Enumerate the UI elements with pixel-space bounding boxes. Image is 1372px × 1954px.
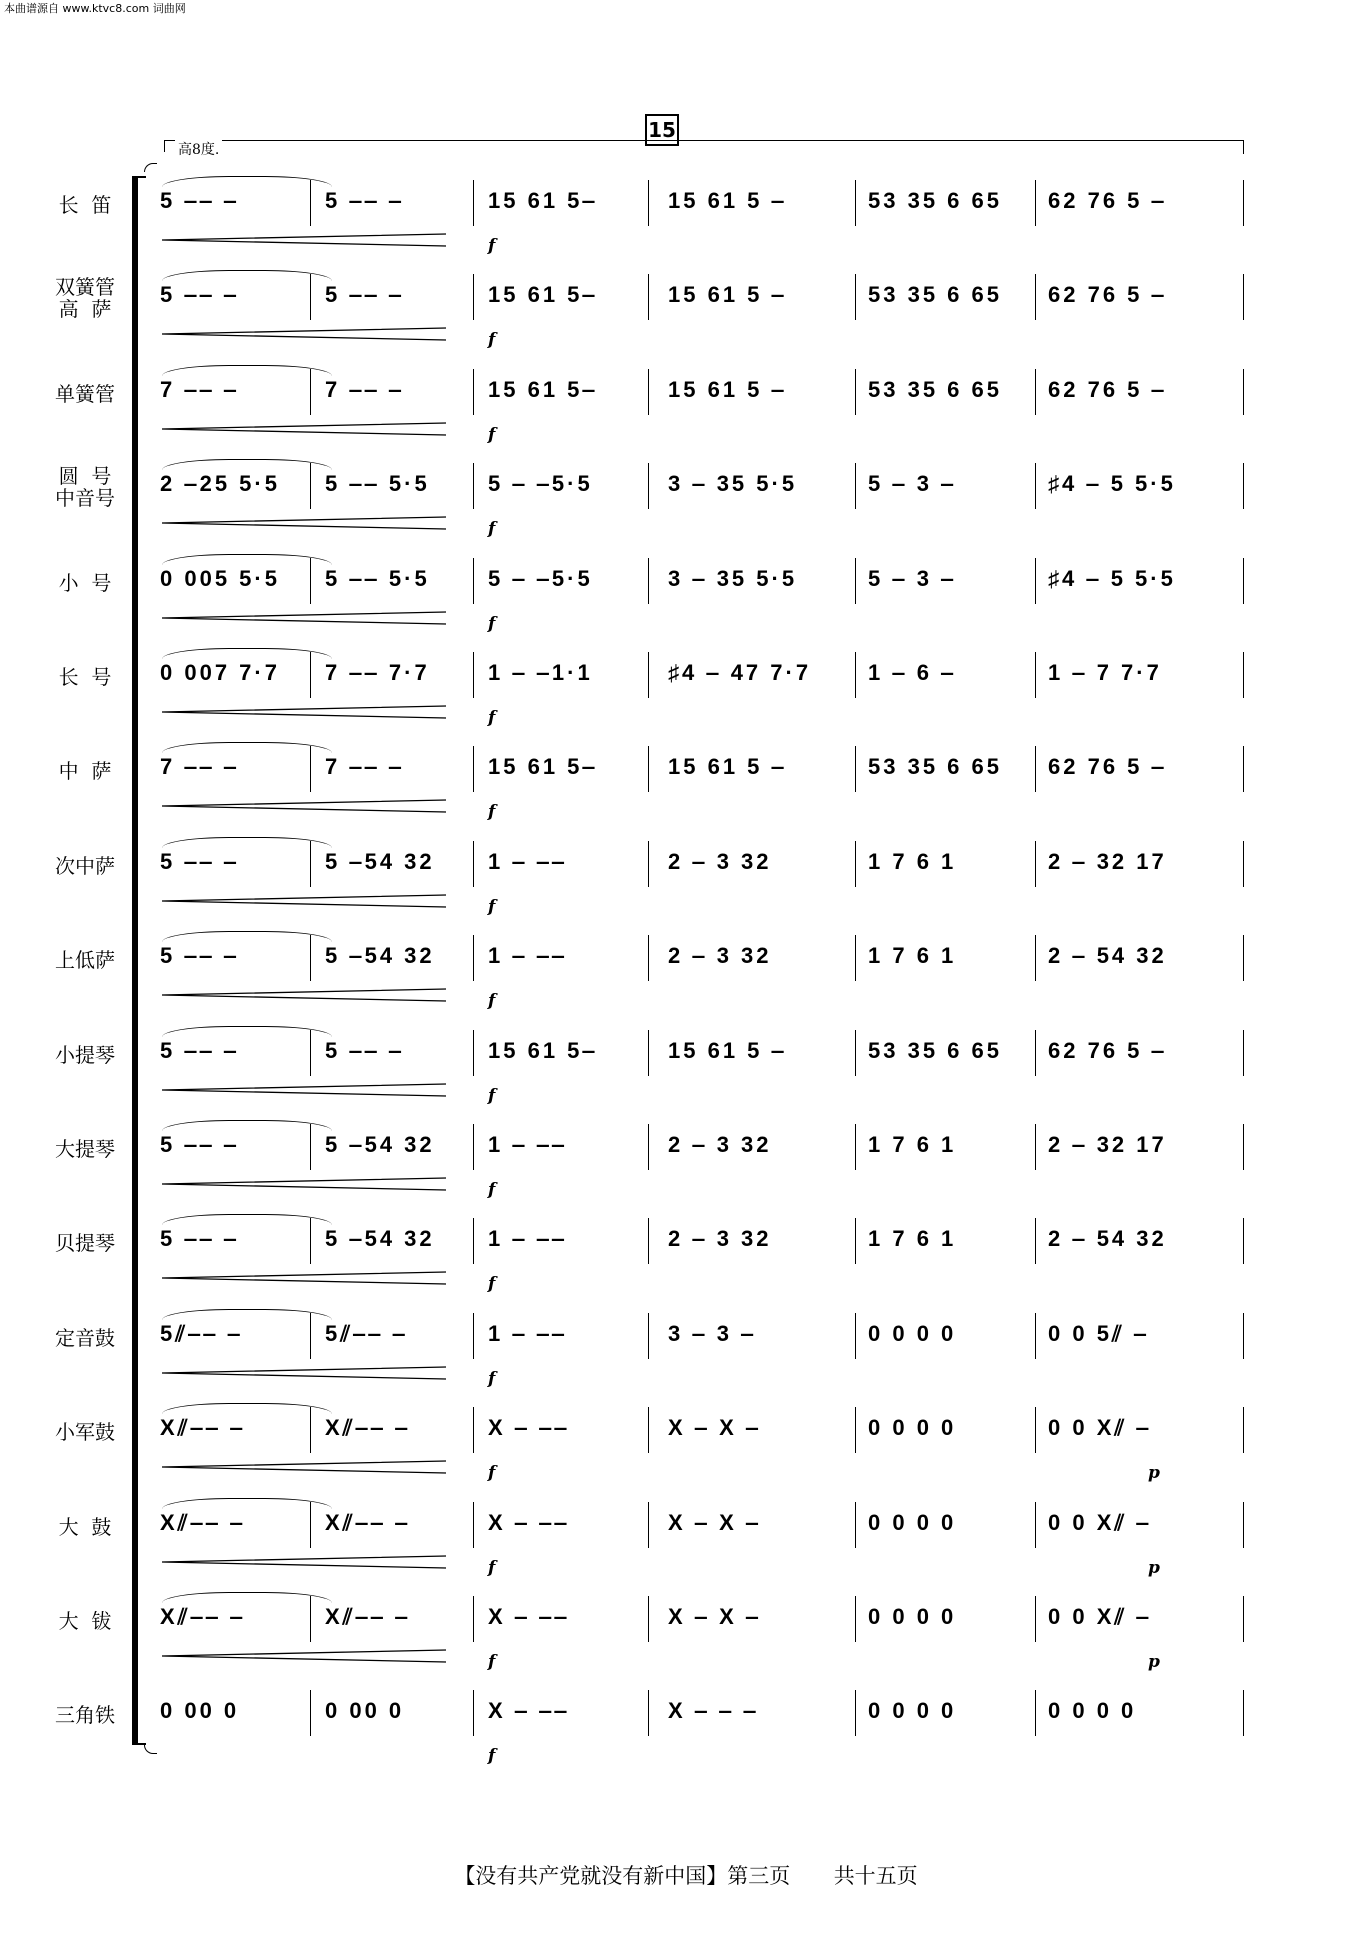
measure: 15 61 5 ‒ bbox=[668, 376, 787, 402]
measure: 5 ‒‒ ‒ bbox=[160, 188, 240, 213]
barline bbox=[1035, 180, 1036, 226]
staff-row bbox=[0, 1020, 1372, 1106]
measure: 62 76 5 ‒ bbox=[1048, 754, 1167, 780]
dynamic-marking: f bbox=[488, 708, 496, 728]
barline bbox=[648, 180, 649, 226]
measure: 5⫽‒‒ ‒ bbox=[325, 1320, 408, 1346]
barline bbox=[1243, 558, 1244, 604]
dynamic-marking: f bbox=[488, 1557, 496, 1578]
barline bbox=[1035, 558, 1036, 604]
measure: 0 0 X⫽ ‒ bbox=[1048, 1509, 1152, 1535]
barline bbox=[1243, 935, 1244, 981]
barline bbox=[855, 180, 856, 226]
barline bbox=[1035, 1407, 1036, 1453]
barline bbox=[473, 180, 474, 226]
barline bbox=[648, 652, 649, 698]
measure: 7 ‒‒ ‒ bbox=[325, 754, 405, 780]
measure: 62 76 5 ‒ bbox=[1048, 188, 1167, 213]
barline bbox=[648, 935, 649, 981]
measure: 15 61 5 ‒ bbox=[668, 188, 787, 213]
instrument-name: 圆 号 中音号 bbox=[55, 464, 115, 511]
measure: 5 ‒‒ ‒ bbox=[160, 1037, 240, 1063]
slur bbox=[162, 1026, 332, 1037]
barline bbox=[648, 1690, 649, 1736]
page-footer bbox=[0, 1860, 1372, 1890]
measure: 15 61 5 ‒ bbox=[668, 282, 787, 308]
crescendo-hairpin bbox=[160, 326, 450, 342]
measure: X⫽‒‒ ‒ bbox=[160, 1509, 246, 1535]
barline bbox=[1035, 1313, 1036, 1359]
crescendo-hairpin bbox=[160, 1176, 450, 1192]
barline bbox=[1035, 1218, 1036, 1264]
measure: 3 ‒ 35 5·5 bbox=[668, 471, 798, 497]
barline bbox=[648, 274, 649, 320]
slur bbox=[162, 1120, 332, 1131]
measure: 5 ‒‒ 5·5 bbox=[325, 565, 430, 591]
measure: X⫽‒‒ ‒ bbox=[325, 1509, 411, 1535]
barline bbox=[310, 935, 311, 981]
measure: X ‒ X ‒ bbox=[668, 1415, 762, 1441]
barline bbox=[855, 1218, 856, 1264]
barline bbox=[855, 841, 856, 887]
barline bbox=[1243, 1313, 1244, 1359]
measure: 2 ‒ 3 32 bbox=[668, 943, 772, 969]
barline bbox=[310, 463, 311, 509]
staff-row bbox=[0, 736, 1372, 823]
barline bbox=[310, 841, 311, 887]
measure: 5 ‒ 3 ‒ bbox=[868, 471, 957, 497]
measure: 53 35 6 65 bbox=[868, 188, 1002, 213]
measure: 7 ‒‒ ‒ bbox=[325, 376, 405, 402]
barline bbox=[1035, 652, 1036, 698]
measure: 3 ‒ 3 ‒ bbox=[668, 1320, 757, 1346]
barline bbox=[648, 463, 649, 509]
barline bbox=[310, 1030, 311, 1076]
measure: 5⫽‒‒ ‒ bbox=[160, 1320, 243, 1346]
measure: 2 ‒ 32 17 bbox=[1048, 1132, 1167, 1157]
measure: 5 ‒54 32 bbox=[325, 1226, 435, 1252]
barline bbox=[648, 1502, 649, 1548]
measure: 1 ‒ ‒‒ bbox=[488, 1132, 568, 1157]
measure: 5 ‒‒ 5·5 bbox=[325, 471, 430, 497]
barline bbox=[648, 1124, 649, 1170]
footer-page-count: 共十五页 bbox=[833, 1864, 918, 1888]
barline bbox=[855, 463, 856, 509]
staff-row bbox=[0, 925, 1372, 1012]
dynamic-marking: f bbox=[488, 991, 496, 1012]
barline bbox=[1243, 1596, 1244, 1642]
end-dynamic-marking: p bbox=[1148, 1463, 1160, 1484]
rehearsal-mark: 15 bbox=[645, 114, 679, 146]
measure: 5 ‒ ‒5·5 bbox=[488, 471, 593, 497]
dynamic-marking: f bbox=[488, 896, 496, 917]
measure: 2 ‒25 5·5 bbox=[160, 471, 280, 497]
instrument-name: 上低萨 bbox=[55, 948, 115, 973]
measure: 0 007 7·7 bbox=[160, 660, 280, 685]
barline bbox=[648, 841, 649, 887]
barline bbox=[855, 1313, 856, 1359]
slur bbox=[162, 742, 332, 753]
instrument-name: 大提琴 bbox=[55, 1137, 115, 1161]
instrument-name: 大 钹 bbox=[58, 1609, 112, 1633]
barline bbox=[1035, 746, 1036, 792]
staff-row bbox=[0, 1208, 1372, 1295]
measure: 5 ‒‒ ‒ bbox=[160, 1132, 240, 1157]
barline bbox=[648, 1218, 649, 1264]
measure: 5 ‒54 32 bbox=[325, 943, 435, 969]
instrument-name: 小 号 bbox=[58, 570, 112, 595]
measure: 0 0 0 0 bbox=[1048, 1698, 1137, 1724]
measure: 5 ‒ 3 ‒ bbox=[868, 565, 957, 591]
measure: 7 ‒‒ 7·7 bbox=[325, 660, 430, 685]
barline bbox=[473, 463, 474, 509]
barline bbox=[473, 1124, 474, 1170]
measure: X⫽‒‒ ‒ bbox=[160, 1604, 246, 1629]
measure: 0 0 0 0 bbox=[868, 1604, 957, 1629]
measure: 2 ‒ 32 17 bbox=[1048, 848, 1167, 874]
barline bbox=[1243, 180, 1244, 226]
footer-title: 【没有共产党就没有新中国】第三页 bbox=[454, 1864, 791, 1888]
staff-row bbox=[0, 1492, 1372, 1578]
measure: 1 ‒ ‒1·1 bbox=[488, 660, 593, 685]
barline bbox=[310, 1313, 311, 1359]
barline bbox=[1035, 841, 1036, 887]
measure: 1 ‒ 7 7·7 bbox=[1048, 660, 1162, 685]
staff-row bbox=[0, 642, 1372, 728]
barline bbox=[855, 652, 856, 698]
barline bbox=[1243, 1218, 1244, 1264]
dynamic-marking: f bbox=[488, 424, 496, 445]
measure: 5 ‒‒ ‒ bbox=[325, 282, 405, 308]
barline bbox=[310, 1502, 311, 1548]
barline bbox=[1035, 274, 1036, 320]
instrument-name: 双簧管 高 萨 bbox=[55, 275, 115, 322]
measure: 15 61 5 ‒ bbox=[668, 754, 787, 780]
measure: 5 ‒54 32 bbox=[325, 1132, 435, 1157]
crescendo-hairpin bbox=[160, 1365, 450, 1381]
barline bbox=[473, 1313, 474, 1359]
barline bbox=[473, 1502, 474, 1548]
measure: 5 ‒54 32 bbox=[325, 848, 435, 874]
instrument-name: 小军鼓 bbox=[55, 1420, 115, 1445]
dynamic-marking: f bbox=[488, 1746, 496, 1767]
barline bbox=[310, 274, 311, 320]
barline bbox=[1035, 1030, 1036, 1076]
barline bbox=[1035, 1502, 1036, 1548]
barline bbox=[473, 274, 474, 320]
measure: 5 ‒‒ ‒ bbox=[160, 282, 240, 308]
barline bbox=[648, 1407, 649, 1453]
barline bbox=[648, 558, 649, 604]
barline bbox=[1035, 369, 1036, 415]
dynamic-marking: f bbox=[488, 1274, 496, 1295]
staff-row bbox=[0, 1303, 1372, 1389]
barline bbox=[1243, 1407, 1244, 1453]
staff-row bbox=[0, 1114, 1372, 1200]
slur bbox=[162, 554, 332, 565]
barline bbox=[1243, 1502, 1244, 1548]
instrument-name: 贝提琴 bbox=[55, 1231, 115, 1256]
crescendo-hairpin bbox=[160, 1554, 450, 1570]
staff-row bbox=[0, 1397, 1372, 1484]
octave-marking: 高8度. bbox=[175, 139, 222, 159]
measure: 1 7 6 1 bbox=[868, 848, 957, 874]
slur bbox=[162, 270, 332, 281]
staff-row bbox=[0, 1586, 1372, 1672]
instrument-name: 大 鼓 bbox=[58, 1514, 112, 1539]
barline bbox=[473, 1690, 474, 1736]
measure: X ‒ ‒ ‒ bbox=[668, 1698, 759, 1724]
measure: 0 0 0 0 bbox=[868, 1320, 957, 1346]
slur bbox=[162, 1498, 332, 1509]
barline bbox=[1035, 463, 1036, 509]
dynamic-marking: f bbox=[488, 236, 496, 256]
barline bbox=[310, 1124, 311, 1170]
barline bbox=[855, 274, 856, 320]
measure: 5 ‒‒ ‒ bbox=[160, 943, 240, 969]
crescendo-hairpin bbox=[160, 610, 450, 626]
barline bbox=[855, 558, 856, 604]
instrument-name: 次中萨 bbox=[55, 853, 115, 878]
staff-row bbox=[0, 548, 1372, 634]
barline bbox=[648, 369, 649, 415]
barline bbox=[310, 1596, 311, 1642]
measure: 53 35 6 65 bbox=[868, 282, 1002, 308]
measure: 62 76 5 ‒ bbox=[1048, 282, 1167, 308]
barline bbox=[1035, 1690, 1036, 1736]
measure: X⫽‒‒ ‒ bbox=[325, 1604, 411, 1629]
octave-line-start bbox=[164, 140, 165, 152]
barline bbox=[648, 746, 649, 792]
barline bbox=[855, 369, 856, 415]
barline bbox=[473, 1596, 474, 1642]
barline bbox=[1243, 746, 1244, 792]
measure: 2 ‒ 54 32 bbox=[1048, 1226, 1167, 1252]
slur bbox=[162, 459, 332, 470]
barline bbox=[310, 369, 311, 415]
barline bbox=[310, 652, 311, 698]
barline bbox=[473, 841, 474, 887]
slur bbox=[162, 837, 332, 848]
measure: 1 7 6 1 bbox=[868, 943, 957, 969]
measure: 2 ‒ 3 32 bbox=[668, 1226, 772, 1252]
instrument-name: 长 笛 bbox=[58, 193, 112, 217]
crescendo-hairpin bbox=[160, 232, 450, 248]
barline bbox=[1035, 935, 1036, 981]
measure: 0 0 X⫽ ‒ bbox=[1048, 1604, 1152, 1629]
measure: X⫽‒‒ ‒ bbox=[160, 1415, 246, 1441]
measure: 7 ‒‒ ‒ bbox=[160, 376, 240, 402]
measure: X⫽‒‒ ‒ bbox=[325, 1415, 411, 1441]
staff-row bbox=[0, 264, 1372, 351]
slur bbox=[162, 648, 332, 659]
barline bbox=[855, 935, 856, 981]
barline bbox=[310, 1407, 311, 1453]
slur bbox=[162, 1403, 332, 1414]
measure: 0 0 0 0 bbox=[868, 1509, 957, 1535]
dynamic-marking: f bbox=[488, 613, 496, 634]
measure: 1 7 6 1 bbox=[868, 1132, 957, 1157]
barline bbox=[1035, 1596, 1036, 1642]
staff-row bbox=[0, 453, 1372, 540]
slur bbox=[162, 1592, 332, 1603]
staff-row bbox=[0, 831, 1372, 917]
measure: ♯4 ‒ 5 5·5 bbox=[1048, 565, 1176, 591]
barline bbox=[310, 1218, 311, 1264]
measure: 1 ‒ 6 ‒ bbox=[868, 660, 957, 685]
barline bbox=[855, 1502, 856, 1548]
barline bbox=[1243, 1030, 1244, 1076]
measure: 1 ‒ ‒‒ bbox=[488, 848, 568, 874]
slur bbox=[162, 1214, 332, 1225]
measure: 5 ‒‒ ‒ bbox=[160, 1226, 240, 1252]
source-watermark: 本曲谱源自 www.ktvc8.com 词曲网 bbox=[4, 2, 186, 15]
measure: X ‒ ‒‒ bbox=[488, 1509, 570, 1535]
measure: 1 ‒ ‒‒ bbox=[488, 1226, 568, 1252]
crescendo-hairpin bbox=[160, 987, 450, 1003]
instrument-name: 长 号 bbox=[58, 665, 112, 689]
slur bbox=[162, 176, 332, 187]
barline bbox=[1243, 463, 1244, 509]
barline bbox=[855, 1596, 856, 1642]
barline bbox=[855, 1030, 856, 1076]
barline bbox=[310, 558, 311, 604]
measure: 0 0 0 0 bbox=[868, 1415, 957, 1441]
crescendo-hairpin bbox=[160, 1082, 450, 1098]
dynamic-marking: f bbox=[488, 1085, 496, 1106]
slur bbox=[162, 1309, 332, 1320]
measure: 2 ‒ 54 32 bbox=[1048, 943, 1167, 969]
crescendo-hairpin bbox=[160, 421, 450, 437]
barline bbox=[473, 558, 474, 604]
barline bbox=[855, 1124, 856, 1170]
dynamic-marking: f bbox=[488, 519, 496, 540]
measure: 0 005 5·5 bbox=[160, 565, 280, 591]
measure: 62 76 5 ‒ bbox=[1048, 376, 1167, 402]
barline bbox=[473, 935, 474, 981]
crescendo-hairpin bbox=[160, 1648, 450, 1664]
measure: X ‒ ‒‒ bbox=[488, 1698, 570, 1724]
dynamic-marking: f bbox=[488, 802, 496, 823]
dynamic-marking: f bbox=[488, 1652, 496, 1672]
instrument-name: 中 萨 bbox=[58, 759, 112, 784]
measure: 7 ‒‒ ‒ bbox=[160, 754, 240, 780]
barline bbox=[1035, 1124, 1036, 1170]
measure: 5 ‒‒ ‒ bbox=[325, 188, 405, 213]
barline bbox=[473, 1030, 474, 1076]
end-dynamic-marking: p bbox=[1148, 1557, 1160, 1578]
barline bbox=[310, 1690, 311, 1736]
slur bbox=[162, 931, 332, 942]
staff-row bbox=[0, 170, 1372, 256]
barline bbox=[473, 369, 474, 415]
barline bbox=[1243, 841, 1244, 887]
barline bbox=[310, 180, 311, 226]
barline bbox=[1243, 369, 1244, 415]
measure: 0 0 0 0 bbox=[868, 1698, 957, 1724]
instrument-name: 定音鼓 bbox=[55, 1325, 115, 1350]
measure: 1 ‒ ‒‒ bbox=[488, 1320, 568, 1346]
measure: 2 ‒ 3 32 bbox=[668, 848, 772, 874]
barline bbox=[473, 1218, 474, 1264]
measure: 0 00 0 bbox=[160, 1698, 240, 1724]
measure: 15 61 5 ‒ bbox=[668, 1037, 787, 1063]
instrument-name: 小提琴 bbox=[55, 1042, 115, 1067]
barline bbox=[473, 1407, 474, 1453]
dynamic-marking: f bbox=[488, 330, 496, 351]
dynamic-marking: f bbox=[488, 1180, 496, 1200]
measure: 5 ‒‒ ‒ bbox=[160, 848, 240, 874]
crescendo-hairpin bbox=[160, 515, 450, 531]
dynamic-marking: f bbox=[488, 1463, 496, 1484]
barline bbox=[648, 1313, 649, 1359]
barline bbox=[473, 746, 474, 792]
end-dynamic-marking: p bbox=[1148, 1652, 1160, 1672]
measure: ♯4 ‒ 47 7·7 bbox=[668, 660, 812, 685]
measure: 1 ‒ ‒‒ bbox=[488, 943, 568, 969]
crescendo-hairpin bbox=[160, 704, 450, 720]
slur bbox=[162, 365, 332, 376]
measure: X ‒ ‒‒ bbox=[488, 1415, 570, 1441]
measure: 15 61 5‒ bbox=[488, 754, 598, 780]
measure: ♯4 ‒ 5 5·5 bbox=[1048, 471, 1176, 497]
measure: 5 ‒‒ ‒ bbox=[325, 1037, 405, 1063]
octave-line-end bbox=[1243, 140, 1244, 154]
measure: 62 76 5 ‒ bbox=[1048, 1037, 1167, 1063]
octave-line bbox=[164, 140, 1244, 155]
barline bbox=[855, 746, 856, 792]
instrument-name: 三角铁 bbox=[55, 1703, 115, 1728]
barline bbox=[648, 1030, 649, 1076]
measure: 53 35 6 65 bbox=[868, 754, 1002, 780]
measure: X ‒ X ‒ bbox=[668, 1509, 762, 1535]
barline bbox=[648, 1596, 649, 1642]
staff-row bbox=[0, 1680, 1372, 1767]
instrument-name: 单簧管 bbox=[55, 381, 115, 406]
barline bbox=[473, 652, 474, 698]
crescendo-hairpin bbox=[160, 893, 450, 909]
measure: 3 ‒ 35 5·5 bbox=[668, 565, 798, 591]
measure: X ‒ X ‒ bbox=[668, 1604, 762, 1629]
barline bbox=[855, 1407, 856, 1453]
measure: 0 00 0 bbox=[325, 1698, 405, 1724]
measure: 15 61 5‒ bbox=[488, 376, 598, 402]
barline bbox=[310, 746, 311, 792]
measure: 1 7 6 1 bbox=[868, 1226, 957, 1252]
measure: 15 61 5‒ bbox=[488, 188, 598, 213]
barline bbox=[1243, 1124, 1244, 1170]
measure: 53 35 6 65 bbox=[868, 376, 1002, 402]
dynamic-marking: f bbox=[488, 1368, 496, 1389]
barline bbox=[1243, 274, 1244, 320]
barline bbox=[1243, 1690, 1244, 1736]
barline bbox=[855, 1690, 856, 1736]
staff-row bbox=[0, 359, 1372, 445]
measure: 5 ‒ ‒5·5 bbox=[488, 565, 593, 591]
measure: 2 ‒ 3 32 bbox=[668, 1132, 772, 1157]
crescendo-hairpin bbox=[160, 1270, 450, 1286]
measure: 53 35 6 65 bbox=[868, 1037, 1002, 1063]
crescendo-hairpin bbox=[160, 798, 450, 814]
crescendo-hairpin bbox=[160, 1459, 450, 1475]
measure: 15 61 5‒ bbox=[488, 282, 598, 308]
measure: 15 61 5‒ bbox=[488, 1037, 598, 1063]
barline bbox=[1243, 652, 1244, 698]
measure: 0 0 5⫽ ‒ bbox=[1048, 1320, 1150, 1346]
measure: 0 0 X⫽ ‒ bbox=[1048, 1415, 1152, 1441]
measure: X ‒ ‒‒ bbox=[488, 1604, 570, 1629]
